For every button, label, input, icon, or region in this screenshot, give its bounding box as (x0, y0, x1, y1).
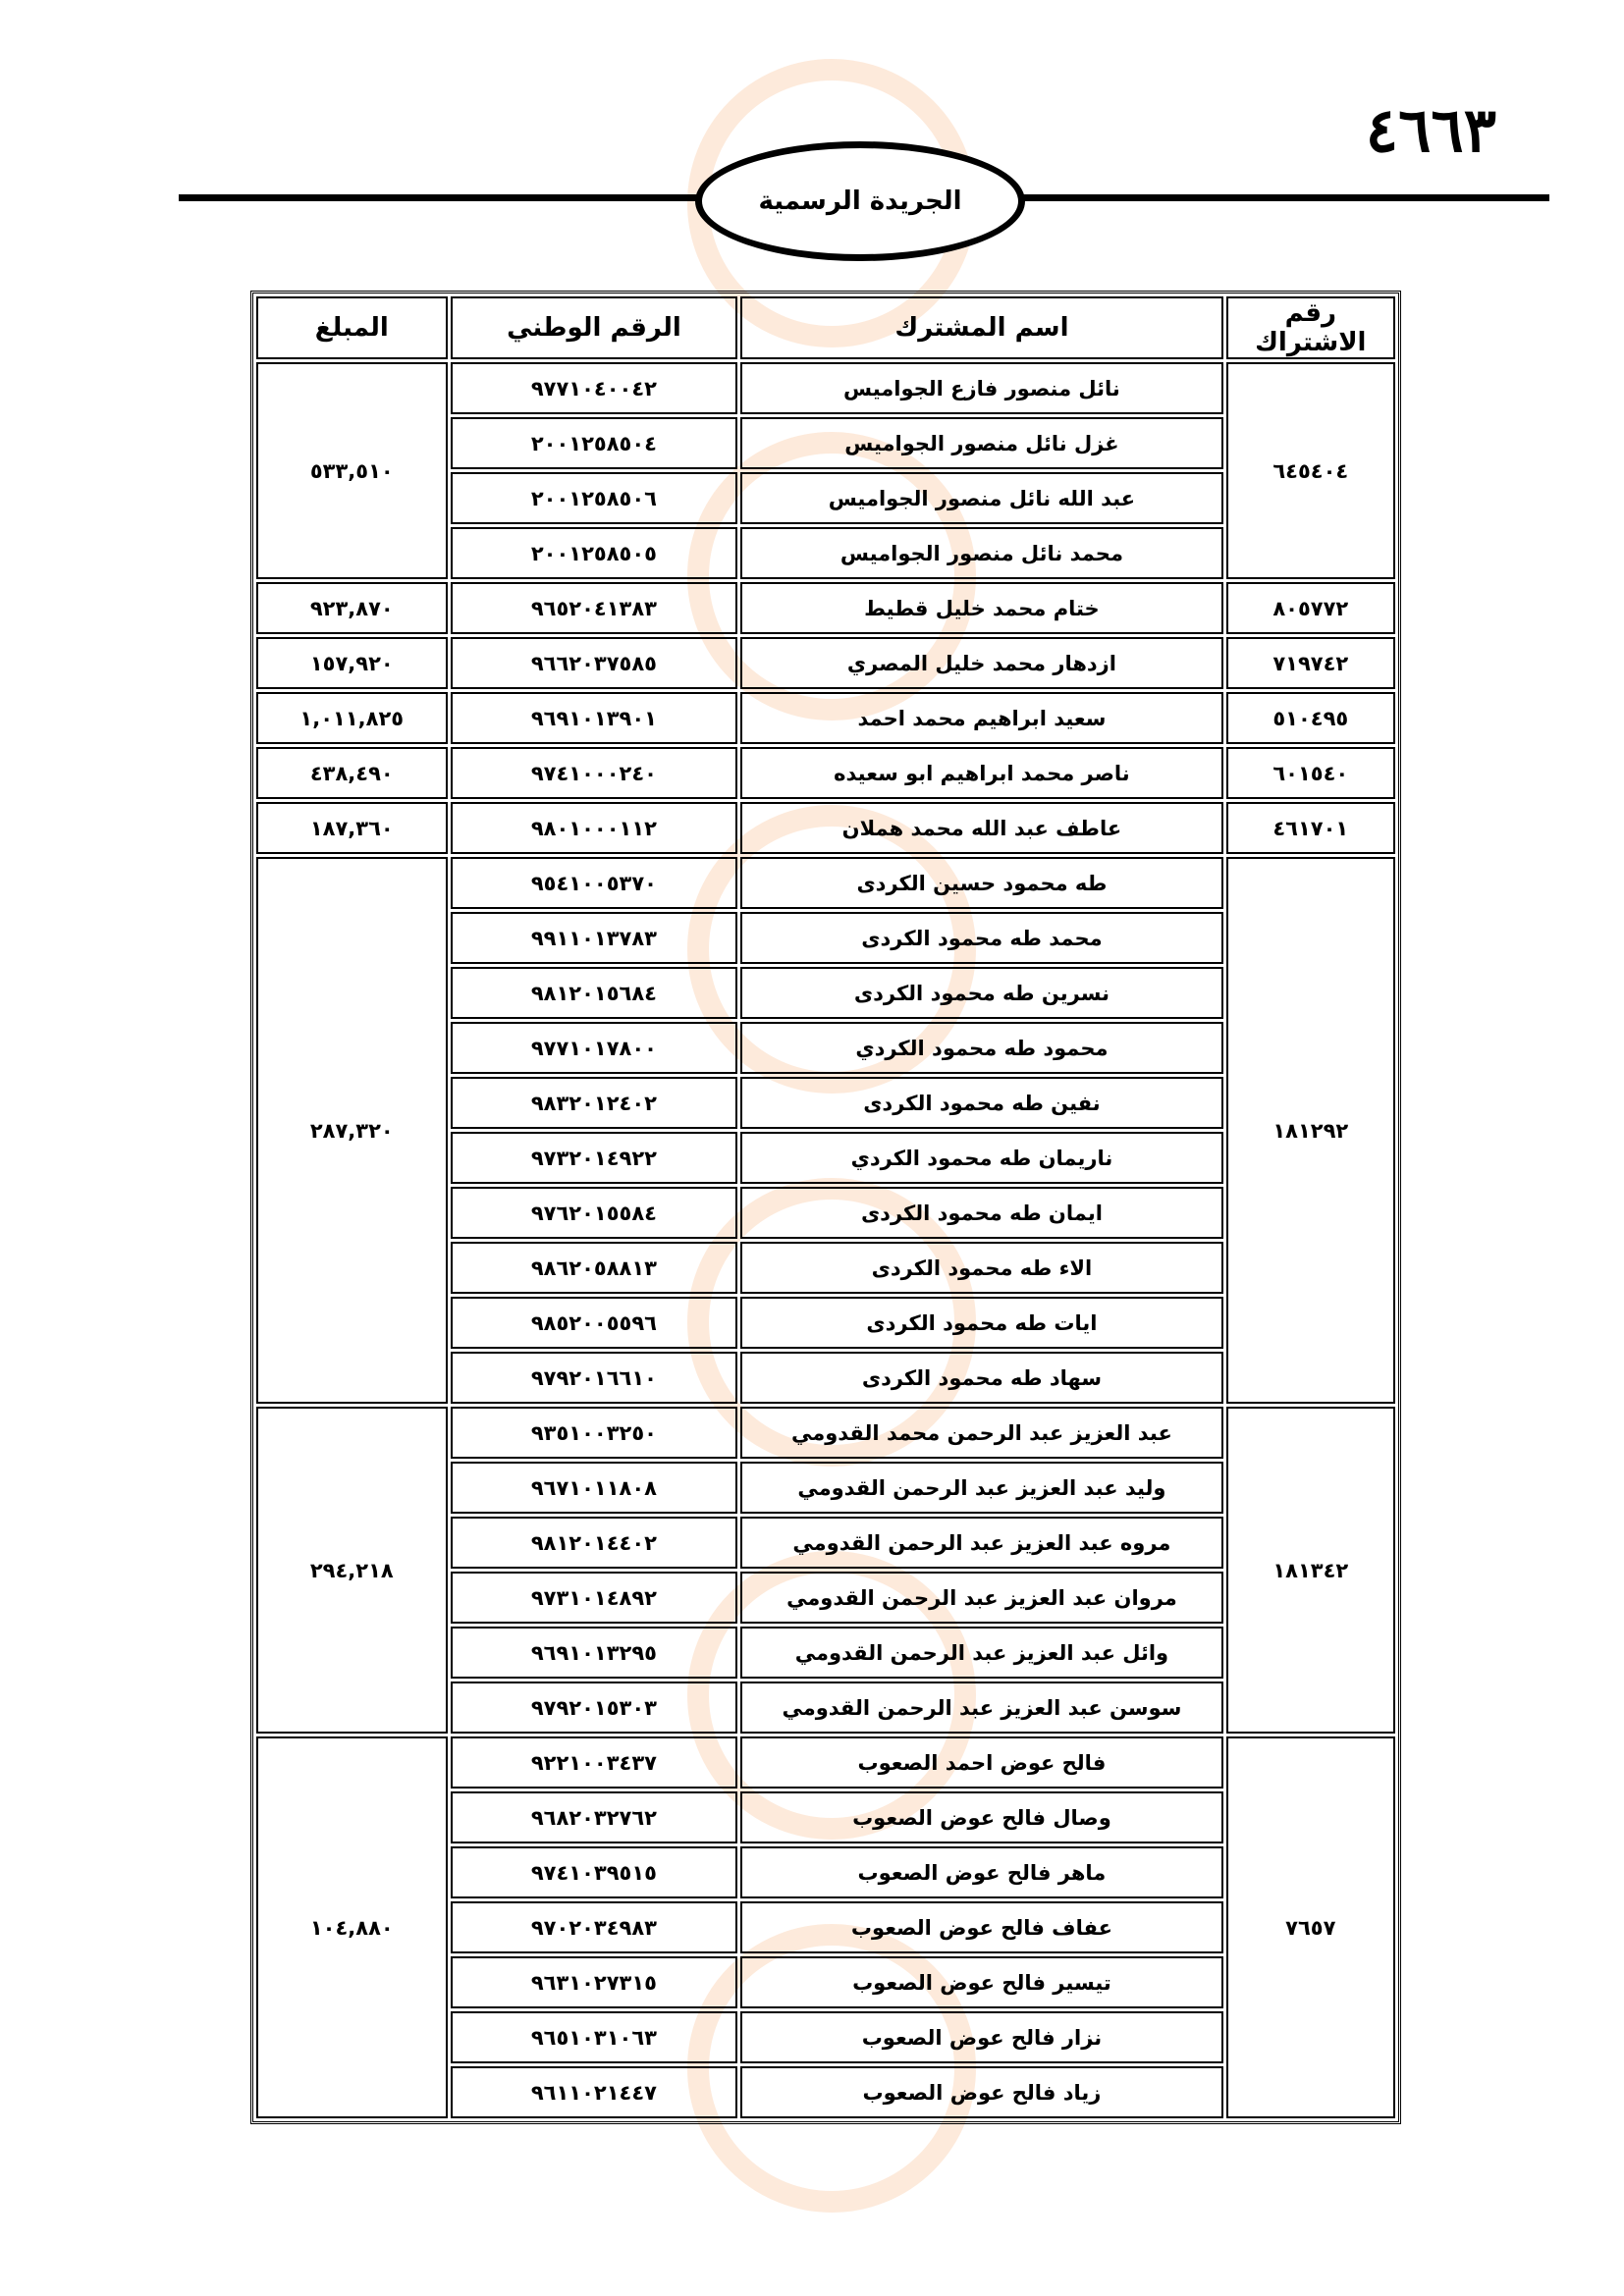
national-id: ٩٦٨٢٠٣٢٧٦٢ (451, 1791, 738, 1843)
table-row (256, 802, 1395, 854)
national-id: ٩٧٠٢٠٣٤٩٨٣ (451, 1901, 738, 1953)
subscriber-name: سهاد طه محمود الكردى (740, 1352, 1222, 1404)
subscriber-name: ماهر فالح عوض الصعوب (740, 1846, 1222, 1898)
subscriber-name: محمد نائل منصور الجواميس (740, 527, 1222, 579)
subscription-number: ٤٦١٧٠١ (1226, 802, 1395, 854)
national-id: ٩٧٤١٠٣٩٥١٥ (451, 1846, 738, 1898)
national-id: ٩٧٩٢٠١٦٦١٠ (451, 1352, 738, 1404)
subscriber-name: الاء طه محمود الكردى (740, 1242, 1222, 1294)
subscriber-name: مروه عبد العزيز عبد الرحمن القدومي (740, 1517, 1222, 1569)
subscriber-name: عبد العزيز عبد الرحمن محمد القدومي (740, 1407, 1222, 1459)
subscriber-name: ختام محمد خليل قطيط (740, 582, 1222, 634)
amount: ١٥٧,٩٢٠ (256, 637, 448, 689)
amount: ٥٣٣,٥١٠ (256, 362, 448, 579)
table-row (256, 1736, 1395, 1789)
national-id: ٩٨١٢٠١٥٦٨٤ (451, 967, 738, 1019)
amount: ٢٨٧,٣٢٠ (256, 857, 448, 1404)
national-id: ٩٧٧١٠١٧٨٠٠ (451, 1022, 738, 1074)
national-id: ٢٠٠١٢٥٨٥٠٤ (451, 417, 738, 469)
subscription-number: ٦٤٥٤٠٤ (1226, 362, 1395, 579)
subscription-number: ٨٠٥٧٧٢ (1226, 582, 1395, 634)
page-number: ٤٦٦٣ (1365, 94, 1496, 166)
national-id: ٩٢٢١٠٠٣٤٣٧ (451, 1736, 738, 1789)
national-id: ٩٦٩١٠١٣٩٠١ (451, 692, 738, 744)
subscriber-name: عفاف فالح عوض الصعوب (740, 1901, 1222, 1953)
subscriber-name: نزار فالح عوض الصعوب (740, 2011, 1222, 2063)
national-id: ٩٨٥٢٠٠٥٥٩٦ (451, 1297, 738, 1349)
national-id: ٩٦٦٢٠٣٧٥٨٥ (451, 637, 738, 689)
subscriber-name: طه محمود حسين الكردى (740, 857, 1222, 909)
subscription-number: ٦٠١٥٤٠ (1226, 747, 1395, 799)
subscription-number: ٥١٠٤٩٥ (1226, 692, 1395, 744)
subscription-number: ٧١٩٧٤٢ (1226, 637, 1395, 689)
subscriber-name: سوسن عبد العزيز عبد الرحمن القدومي (740, 1682, 1222, 1734)
national-id: ٩٨٣٢٠١٢٤٠٢ (451, 1077, 738, 1129)
subscriber-name: ازدهار محمد خليل المصري (740, 637, 1222, 689)
subscriber-name: ناصر محمد ابراهيم ابو سعيده (740, 747, 1222, 799)
national-id: ٩٧٧١٠٤٠٠٤٢ (451, 362, 738, 414)
table-row (256, 637, 1395, 689)
header-name: اسم المشترك (740, 296, 1222, 359)
national-id: ٩٧٤١٠٠٠٢٤٠ (451, 747, 738, 799)
subscriber-name: وليد عبد العزيز عبد الرحمن القدومي (740, 1462, 1222, 1514)
national-id: ٩٧٦٢٠١٥٥٨٤ (451, 1187, 738, 1239)
table-row (256, 1407, 1395, 1459)
subscriber-name: زياد فالح عوض الصعوب (740, 2066, 1222, 2118)
national-id: ٢٠٠١٢٥٨٥٠٥ (451, 527, 738, 579)
national-id: ٩٧٣٢٠١٤٩٢٢ (451, 1132, 738, 1184)
amount: ١٠٤,٨٨٠ (256, 1736, 448, 2118)
national-id: ٩٦٣١٠٢٧٣١٥ (451, 1956, 738, 2008)
header-subscription: رقم الاشتراك (1226, 296, 1395, 359)
amount: ٢٩٤,٢١٨ (256, 1407, 448, 1734)
subscriber-name: مروان عبد العزيز عبد الرحمن القدومي (740, 1572, 1222, 1624)
table-row (256, 582, 1395, 634)
masthead-oval (695, 141, 1025, 261)
subscriber-name: وائل عبد العزيز عبد الرحمن القدومي (740, 1627, 1222, 1679)
table-row (256, 747, 1395, 799)
masthead-title: الجريدة الرسمية (758, 187, 962, 216)
table-row (256, 362, 1395, 414)
national-id: ٩٨١٢٠١٤٤٠٢ (451, 1517, 738, 1569)
amount: ١,٠١١,٨٢٥ (256, 692, 448, 744)
subscriber-name: سعيد ابراهيم محمد احمد (740, 692, 1222, 744)
amount: ٤٣٨,٤٩٠ (256, 747, 448, 799)
subscriber-name: تيسير فالح عوض الصعوب (740, 1956, 1222, 2008)
national-id: ٩٨٠١٠٠٠١١٢ (451, 802, 738, 854)
national-id: ٩٣٥١٠٠٣٢٥٠ (451, 1407, 738, 1459)
table-body (256, 362, 1395, 2118)
national-id: ٩٥٤١٠٠٥٣٧٠ (451, 857, 738, 909)
national-id: ٩٦٧١٠١١٨٠٨ (451, 1462, 738, 1514)
subscriber-name: ايمان طه محمود الكردى (740, 1187, 1222, 1239)
subscription-number: ١٨١٣٤٢ (1226, 1407, 1395, 1734)
subscriber-name: محمد طه محمود الكردى (740, 912, 1222, 964)
subscriber-name: وصال فالح عوض الصعوب (740, 1791, 1222, 1843)
national-id: ٩٦٩١٠١٣٢٩٥ (451, 1627, 738, 1679)
subscriber-name: غزل نائل منصور الجواميس (740, 417, 1222, 469)
subscription-number: ٧٦٥٧ (1226, 1736, 1395, 2118)
national-id: ٩٧٩٢٠١٥٣٠٣ (451, 1682, 738, 1734)
subscriber-name: فالح عوض احمد الصعوب (740, 1736, 1222, 1789)
table-row (256, 692, 1395, 744)
subscribers-table (250, 291, 1401, 2124)
amount: ١٨٧,٣٦٠ (256, 802, 448, 854)
table-header-row (256, 296, 1395, 359)
national-id: ٩٦٥٢٠٤١٣٨٣ (451, 582, 738, 634)
subscriber-name: نسرين طه محمود الكردى (740, 967, 1222, 1019)
header-amount: المبلغ (256, 296, 448, 359)
subscriber-name: عبد الله نائل منصور الجواميس (740, 472, 1222, 524)
national-id: ٩٦١١٠٢١٤٤٧ (451, 2066, 738, 2118)
subscriber-name: محمود طه محمود الكردي (740, 1022, 1222, 1074)
national-id: ٩٩١١٠١٣٧٨٣ (451, 912, 738, 964)
national-id: ٩٦٥١٠٣١٠٦٣ (451, 2011, 738, 2063)
table-row (256, 857, 1395, 909)
national-id: ٩٨٦٢٠٥٨٨١٣ (451, 1242, 738, 1294)
subscription-number: ١٨١٢٩٢ (1226, 857, 1395, 1404)
subscriber-name: ايات طه محمود الكردى (740, 1297, 1222, 1349)
amount: ٩٢٣,٨٧٠ (256, 582, 448, 634)
subscriber-name: عاطف عبد الله محمد هملان (740, 802, 1222, 854)
subscriber-name: نائل منصور فازع الجواميس (740, 362, 1222, 414)
subscriber-name: ناريمان طه محمود الكردي (740, 1132, 1222, 1184)
national-id: ٩٧٣١٠١٤٨٩٢ (451, 1572, 738, 1624)
header-national-id: الرقم الوطني (451, 296, 738, 359)
national-id: ٢٠٠١٢٥٨٥٠٦ (451, 472, 738, 524)
subscriber-name: نفين طه محمود الكردى (740, 1077, 1222, 1129)
